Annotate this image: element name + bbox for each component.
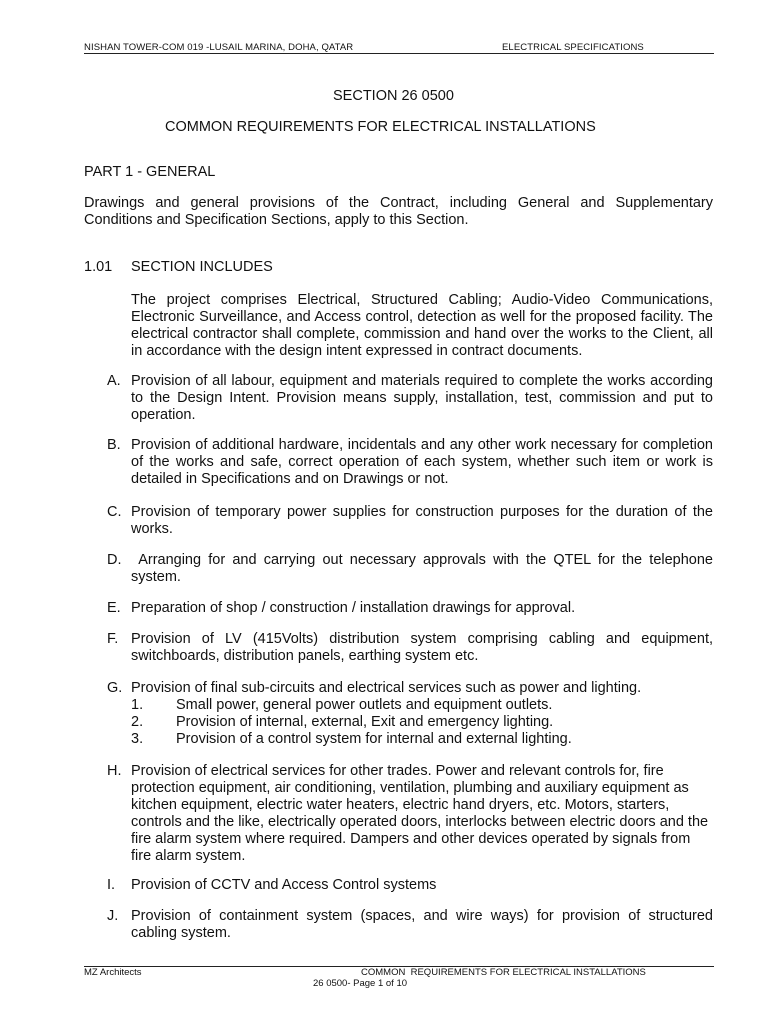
item-letter: D. [107,552,122,568]
item-text: Preparation of shop / construction / installation drawings for approval. [131,600,576,616]
item-text: Provision of CCTV and Access Control systems [131,877,437,893]
item-letter: J. [107,908,119,924]
item-letter: E. [107,600,121,616]
subitem-number: 3. [131,731,144,747]
subsection-number: 1.01 [84,259,113,275]
item-text: Provision of temporary power supplies for construction purposes for the duration of the works. [131,504,713,537]
item-text: Provision of all labour, equipment and materials required to complete the works according to the Design Intent. Provision means supply, installation, test, commission and put to operation. [131,373,713,423]
header-doc-type: ELECTRICAL SPECIFICATIONS [502,42,644,53]
item-text: Provision of electrical services for other trades. Power and relevant controls for, fire protection equipment, air conditioning, ventilation, plumbing and auxiliary equipment as kitchen equipment, electric water heaters, electric hand dryers, etc. Motors, starters, controls and the like, electrically operated doors, interlocks between electric doors and the fire alarm system where required. Dampers and other devices operated by signals from fire alarm system. [131,763,713,864]
footer-section-name: COMMON REQUIREMENTS FOR ELECTRICAL INSTALLATIONS [361,967,646,978]
section-number-title: SECTION 26 0500 [333,88,454,104]
header-project: NISHAN TOWER-COM 019 -LUSAIL MARINA, DOHA, QATAR [84,42,354,53]
item-text: Provision of LV (415Volts) distribution system comprising cabling and equipment, switchboards, distribution panels, earthing system etc. [131,631,713,664]
item-text: Provision of containment system (spaces, and wire ways) for provision of structured cabling system. [131,908,713,941]
part-title: PART 1 - GENERAL [84,164,216,180]
item-letter: A. [107,373,121,389]
subitem-text: Provision of internal, external, Exit and emergency lighting. [176,714,554,730]
item-text: Arranging for and carrying out necessary approvals with the QTEL for the telephone system. [131,552,718,585]
header-divider [84,53,714,54]
subsection-title: SECTION INCLUDES [131,259,273,275]
subitem-text: Provision of a control system for internal and external lighting. [176,731,572,747]
item-letter: C. [107,504,122,520]
item-letter: G. [107,680,123,696]
subsection-scope: The project comprises Electrical, Structured Cabling; Audio-Video Communications, Electronic Surveillance, and Access control, detection as well for the proposed facility. The electrical contractor shall complete, commission and hand over the works to the Client, all in accordance with the design intent expressed in contract documents. [131,292,713,359]
part-intro: Drawings and general provisions of the Contract, including General and Supplementary Conditions and Specification Sections, apply to this Section. [84,195,713,228]
section-name: COMMON REQUIREMENTS FOR ELECTRICAL INSTALLATIONS [165,119,596,135]
item-letter: B. [107,437,121,453]
item-text: Provision of final sub-circuits and electrical services such as power and lighting. [131,680,642,696]
item-letter: F. [107,631,119,647]
subitem-text: Small power, general power outlets and equipment outlets. [176,697,553,713]
footer-page-number: 26 0500- Page 1 of 10 [313,978,408,989]
subitem-number: 1. [131,697,144,713]
item-letter: I. [107,877,116,893]
item-letter: H. [107,763,122,779]
footer-firm: MZ Architects [84,967,142,978]
item-text: Provision of additional hardware, incidentals and any other work necessary for completion of the works and safe, correct operation of each system, whether such item or work is detailed in Specifications and on Drawings or not. [131,437,713,487]
subitem-number: 2. [131,714,144,730]
